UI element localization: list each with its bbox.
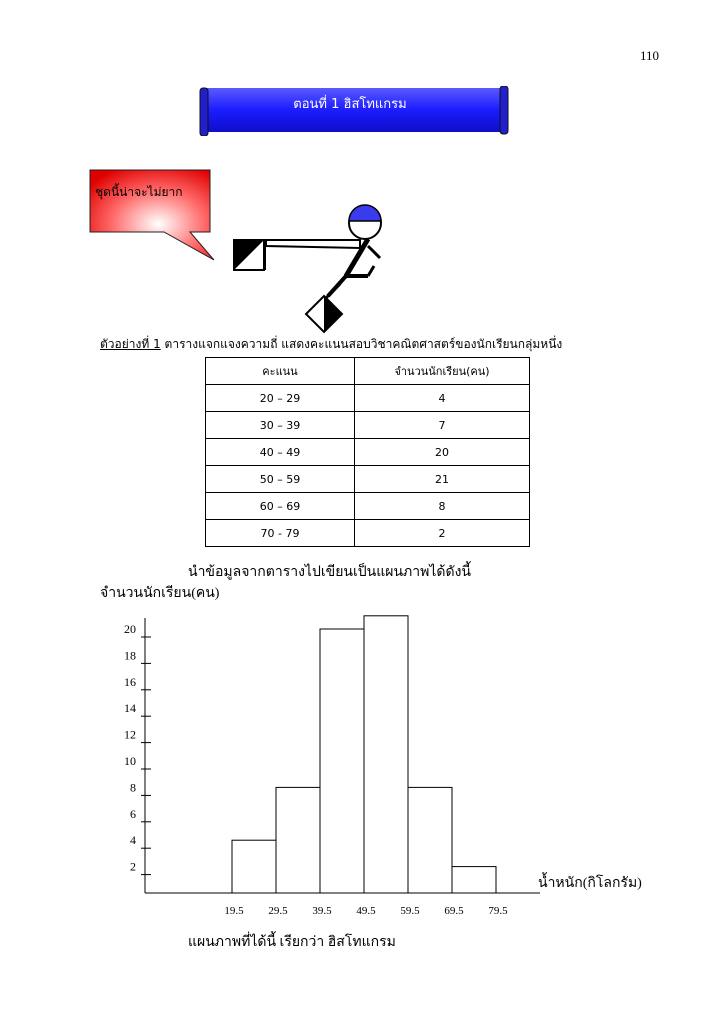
cell-count: 4 [355,385,530,412]
y-tick-label: 14 [124,701,136,716]
histogram-bar [232,840,276,893]
frequency-table [205,357,530,547]
histogram-bar [320,629,364,893]
x-tick-label: 29.5 [268,905,288,917]
example-label: ตัวอย่างที่ 1 [100,337,161,351]
y-tick-label: 18 [124,648,136,663]
table-row [206,385,530,412]
histogram-caption: แผนภาพที่ได้นี้ เรียกว่า ฮิสโทแกรม [188,935,396,950]
y-tick-label: 4 [130,833,136,848]
cell-count: 8 [355,493,530,520]
header-count: จำนวนนักเรียน(คน) [355,358,530,385]
x-tick-label: 19.5 [224,905,244,917]
cell-count: 2 [355,520,530,547]
x-tick-label: 69.5 [444,905,464,917]
cell-score: 70 - 79 [206,520,355,547]
x-tick-label: 49.5 [356,905,376,917]
bubble-text: ชุดนี้น่าจะไม่ยาก [95,185,183,199]
y-axis-label: จำนวนนักเรียน(คน) [100,586,220,601]
y-tick-label: 6 [130,806,136,821]
histogram-bar [364,616,408,893]
cell-count: 7 [355,412,530,439]
x-tick-label: 79.5 [488,905,508,917]
header-score: คะแนน [206,358,355,385]
histogram-bar [276,787,320,893]
table-row [206,466,530,493]
y-tick-label: 12 [124,727,136,742]
table-row [206,439,530,466]
table-row [206,493,530,520]
y-tick-label: 20 [124,622,136,636]
cell-score: 20 – 29 [206,385,355,412]
histogram-bar [452,867,496,893]
cell-count: 21 [355,466,530,493]
example-description: ตารางแจกแจงความถี่ แสดงคะแนนสอบวิชาคณิตศาสตร์ของนักเรียนกลุ่มหนึ่ง [160,337,563,351]
cell-score: 40 – 49 [206,439,355,466]
x-tick-label: 39.5 [312,905,332,917]
histogram-chart [100,600,660,930]
cell-score: 30 – 39 [206,412,355,439]
y-tick-label: 16 [124,674,136,689]
x-tick-label: 59.5 [400,905,420,917]
table-row [206,520,530,547]
y-tick-label: 10 [124,754,136,768]
table-row [206,412,530,439]
example-intro [100,335,562,354]
x-axis-label: น้ำหนัก(กิโลกรัม) [538,876,642,891]
cell-score: 60 – 69 [206,493,355,520]
page-number: 110 [640,48,660,63]
cell-count: 20 [355,439,530,466]
stick-figure-illustration [228,196,398,336]
y-tick-label: 8 [130,780,136,795]
histogram-bar [408,787,452,893]
y-tick-label: 2 [130,859,136,874]
banner-title: ตอนที่ 1 ฮิสโทแกรม [293,97,407,112]
table-header-row [206,358,530,385]
cell-score: 50 – 59 [206,466,355,493]
chart-intro-caption: นำข้อมูลจากตารางไปเขียนเป็นแผนภาพได้ดังนี้ [188,565,471,580]
